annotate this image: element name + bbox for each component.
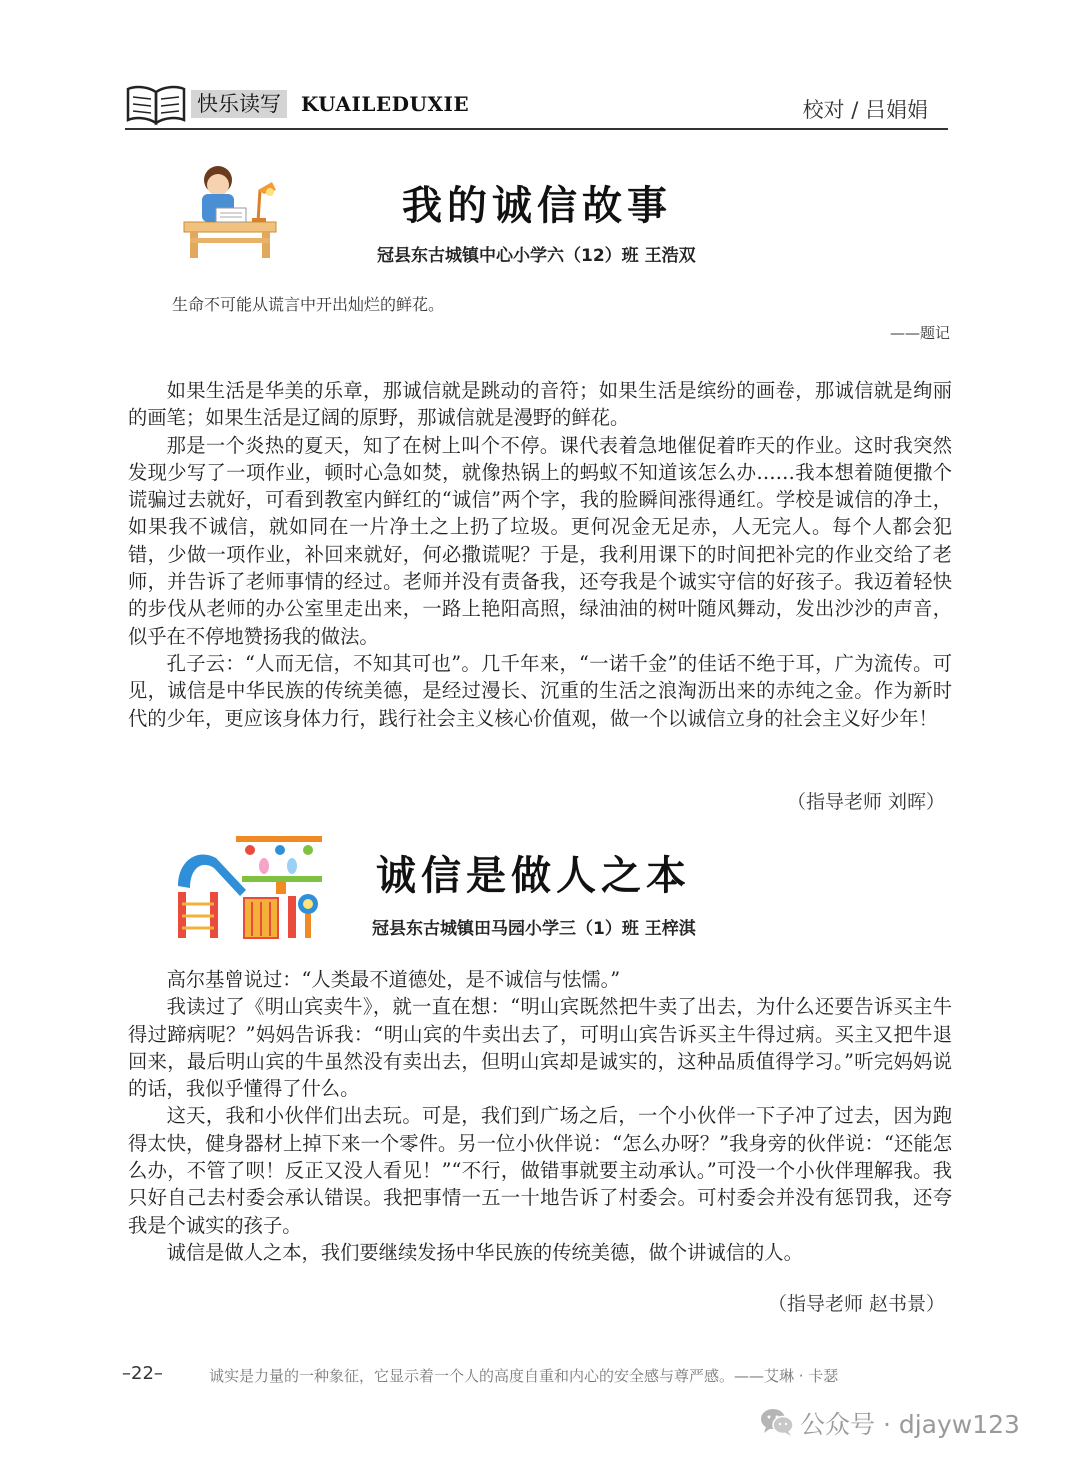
article2-byline: 冠县东古城镇田马园小学三（1）班 王梓淇 [372, 919, 696, 939]
article1-advisor: （指导老师 刘晖） [786, 791, 945, 813]
article1-paragraph: 如果生活是华美的乐章，那诚信就是跳动的音符；如果生活是缤纷的画卷，那诚信就是绚丽的画笔；如果生活是辽阔的原野，那诚信就是漫野的鲜花。 [128, 379, 952, 430]
brand-chinese: 快乐读写 [191, 90, 287, 118]
article1-byline: 冠县东古城镇中心小学六（12）班 王浩双 [377, 246, 696, 266]
student-desk-illustration [180, 160, 280, 260]
page-number: –22– [122, 1363, 163, 1384]
article1-paragraph: 那是一个炎热的夏天，知了在树上叫个不停。课代表着急地催促着昨天的作业。这时我突然发现少写了一项作业，顿时心急如焚，就像热锅上的蚂蚁不知道该怎么办……我本想着随便撒个谎骗过去就好，可看到教室内鲜红的“诚信”两个字，我的脸瞬间涨得通红。学校是诚信的净土，如果我不诚信，就如同在一片净土之上扔了垃圾。更何况金无足赤，人无完人。每个人都会犯错，少做一项作业，补回来就好，何必撒谎呢？于是，我利用课下的时间把补完的作业交给了老师，并告诉了老师事情的经过。老师并没有责备我，还夸我是个诚实守信的好孩子。我迈着轻快的步伐从老师的办公室里走出来，一路上艳阳高照，绿油油的树叶随风舞动，发出沙沙的声音，似乎在不停地赞扬我的做法。 [128, 433, 952, 648]
footer-quote: 诚实是力量的一种象征，它显示着一个人的高度自重和内心的安全感与尊严感。——艾琳 · 卡瑟 [209, 1367, 839, 1385]
wechat-icon [760, 1407, 794, 1437]
proofreader-credit: 校对 / 吕娟娟 [802, 98, 928, 122]
article1-epigraph-note: ——题记 [889, 324, 950, 342]
article2-title: 诚信是做人之本 [376, 853, 691, 899]
article2-paragraph: 诚信是做人之本，我们要继续发扬中华民族的传统美德，做个讲诚信的人。 [166, 1240, 803, 1264]
open-book-icon [125, 82, 187, 126]
header-rule [125, 128, 948, 130]
watermark-text: 公众号 · djayw123 [800, 1410, 1020, 1439]
article1-body [128, 377, 952, 732]
article2-paragraph: 高尔基曾说过：“人类最不道德处，是不诚信与怯懦。” [166, 968, 621, 991]
article1-paragraph: 孔子云：“人而无信，不知其可也”。几千年来，“一诺千金”的佳话不绝于耳，广为流传。可见，诚信是中华民族的传统美德，是经过漫长、沉重的生活之浪淘沥出来的赤纯之金。作为新时代的少年，更应该身体力行，践行社会主义核心价值观，做一个以诚信立身的社会主义好少年！ [128, 651, 952, 730]
playground-illustration [172, 832, 332, 940]
article1-title: 我的诚信故事 [402, 183, 672, 229]
article2-paragraph: 这天，我和小伙伴们出去玩。可是，我们到广场之后，一个小伙伴一下子冲了过去，因为跑得太快，健身器材上掉下来一个零件。另一位小伙伴说：“怎么办呀？”我身旁的伙伴说：“还能怎么办，不管了呗！反正又没人看见！”“不行，做错事就要主动承认。”可没一个小伙伴理解我。我只好自己去村委会承认错误。我把事情一五一十地告诉了村委会。可村委会并没有惩罚我，还夸我是个诚实的孩子。 [128, 1104, 952, 1237]
article2-body [128, 966, 952, 1266]
article2-paragraph: 我读过了《明山宾卖牛》，就一直在想：“明山宾既然把牛卖了出去，为什么还要告诉买主牛得过蹄病呢？”妈妈告诉我：“明山宾的牛卖出去了，可明山宾告诉买主牛得过病。买主又把牛退回来，最后明山宾的牛虽然没有卖出去，但明山宾却是诚实的，这种品质值得学习。”听完妈妈说的话，我似乎懂得了什么。 [128, 995, 952, 1101]
brand-english: KUAILEDUXIE [301, 92, 470, 116]
article1-epigraph: 生命不可能从谎言中开出灿烂的鲜花。 [172, 295, 445, 314]
page-header [125, 78, 948, 130]
article2-advisor: （指导老师 赵书景） [767, 1293, 945, 1315]
